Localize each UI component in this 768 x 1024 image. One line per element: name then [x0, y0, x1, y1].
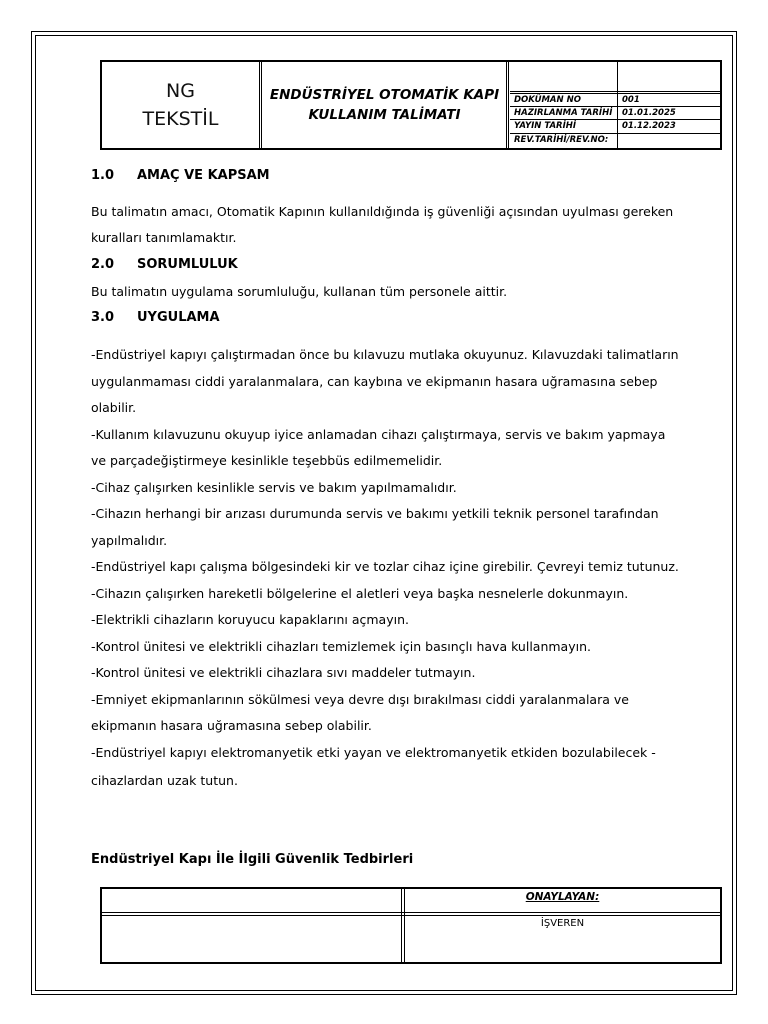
instruction-line: -Emniyet ekipmanlarının sökülmesi veya devre dışı bırakılması ciddi yaralanmalara ve	[91, 692, 629, 707]
instruction-line: ve parçadeğiştirmeye kesinlikle teşebbüs edilmemelidir.	[91, 453, 443, 468]
doc-no-value: 001	[622, 95, 640, 105]
section-heading-purpose	[91, 168, 270, 183]
header-divider	[261, 62, 262, 148]
document-header	[100, 60, 722, 150]
instruction-line: -Kontrol ünitesi ve elektrikli cihazları temizlemek için basınçlı hava kullanmayın.	[91, 639, 591, 654]
instruction-line: ekipmanın hasara uğramasına sebep olabilir.	[91, 718, 372, 733]
safety-measures-heading: Endüstriyel Kapı İle İlgili Güvenlik Tedbirleri	[91, 852, 414, 867]
info-table-divider	[617, 62, 618, 148]
info-table-rule	[510, 91, 720, 92]
section-number: 1.0	[91, 168, 115, 183]
instruction-line: -Cihazın çalışırken hareketli bölgelerine el aletleri veya başka nesnelerle dokunmayın.	[91, 586, 629, 601]
instruction-line: olabilir.	[91, 400, 137, 415]
section-title: UYGULAMA	[137, 310, 220, 325]
approver-value: İŞVEREN	[540, 918, 585, 929]
section-title: AMAÇ VE KAPSAM	[137, 168, 270, 183]
instruction-line: yapılmalıdır.	[91, 533, 168, 548]
instruction-line: cihazlardan uzak tutun.	[91, 773, 238, 788]
section-number: 2.0	[91, 257, 115, 272]
paragraph-line: kuralları tanımlamaktır.	[91, 230, 237, 245]
instruction-line: -Cihazın herhangi bir arızası durumunda servis ve bakımı yetkili teknik personel tarafından	[91, 506, 659, 521]
company-name-line1: NG	[166, 80, 195, 102]
instruction-line: -Elektrikli cihazların koruyucu kapaklarını açmayın.	[91, 612, 409, 627]
approver-label: ONAYLAYAN:	[525, 891, 600, 903]
prepared-date-label: HAZIRLANMA TARİHİ	[514, 108, 613, 118]
section-title: SORUMLULUK	[137, 257, 238, 272]
instruction-line: -Kontrol ünitesi ve elektrikli cihazlara sıvı maddeler tutmayın.	[91, 665, 476, 680]
revision-label: REV.TARİHİ/REV.NO:	[514, 135, 609, 145]
instruction-line: -Cihaz çalışırken kesinlikle servis ve bakım yapılmamalıdır.	[91, 480, 457, 495]
document-title-line2: KULLANIM TALİMATI	[308, 107, 461, 123]
approval-table	[100, 887, 722, 964]
paragraph-line: Bu talimatın uygulama sorumluluğu, kullanan tüm personele aittir.	[91, 284, 508, 299]
company-name	[102, 62, 260, 148]
instruction-line: -Endüstriyel kapı çalışma bölgesindeki kir ve tozlar cihaz içine girebilir. Çevreyi temiz tutunuz.	[91, 559, 679, 574]
header-divider	[508, 62, 509, 148]
section-heading-application	[91, 310, 220, 325]
section-heading-responsibility	[91, 257, 238, 272]
instruction-line: -Endüstriyel kapıyı çalıştırmadan önce bu kılavuzu mutlaka okuyunuz. Kılavuzdaki talimatların	[91, 347, 679, 362]
doc-no-label: DOKÜMAN NO	[514, 95, 581, 105]
document-info-table	[510, 62, 720, 148]
instruction-line: uygulanmaması ciddi yaralanmalara, can kaybına ve ekipmanın hasara uğramasına sebep	[91, 374, 658, 389]
company-name-line2: TEKSTİL	[142, 108, 219, 130]
prepared-date-value: 01.01.2025	[622, 108, 676, 118]
approval-table-divider	[401, 889, 402, 962]
publish-date-label: YAYIN TARİHİ	[514, 121, 577, 131]
approval-table-rule	[102, 915, 720, 916]
instruction-line: -Endüstriyel kapıyı elektromanyetik etki yayan ve elektromanyetik etkiden bozulabilecek -	[91, 745, 656, 760]
section-number: 3.0	[91, 310, 115, 325]
publish-date-value: 01.12.2023	[622, 121, 676, 131]
approval-table-rule	[102, 912, 720, 913]
document-title-line1: ENDÜSTRİYEL OTOMATİK KAPI	[269, 87, 500, 103]
instruction-line: -Kullanım kılavuzunu okuyup iyice anlamadan cihazı çalıştırmaya, servis ve bakım yapmaya	[91, 427, 666, 442]
paragraph-line: Bu talimatın amacı, Otomatik Kapının kullanıldığında iş güvenliği açısından uyulması gereken	[91, 204, 674, 219]
document-title	[263, 62, 507, 148]
